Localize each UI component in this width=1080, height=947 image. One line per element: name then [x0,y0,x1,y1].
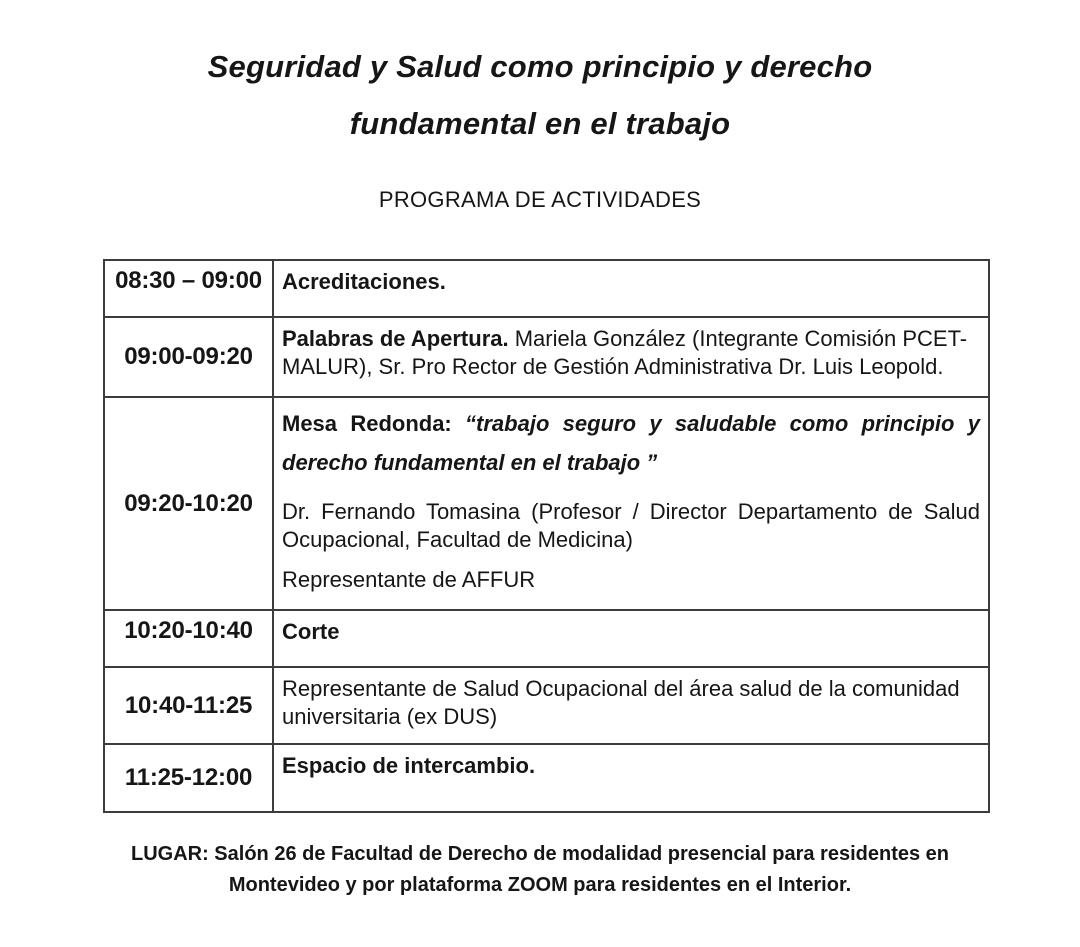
activity-cell [273,744,989,812]
activity-cell [273,317,989,397]
time-cell: 10:40-11:25 [104,667,273,744]
activity-cell [273,397,989,610]
time-cell: 08:30 – 09:00 [104,260,273,317]
time-cell: 09:00-09:20 [104,317,273,397]
activity-text: Representante de Salud Ocupacional del área salud de la comunidad universitaria (ex DUS) [282,676,960,730]
activity-text [282,325,980,381]
program-subtitle: PROGRAMA DE ACTIVIDADES [378,186,702,212]
representative-text: Representante de AFFUR [282,567,536,593]
title-line-2: fundamental en el trabajo [349,106,731,142]
document-title [0,38,1080,153]
activity-lead: Palabras de Apertura. [282,326,509,352]
time-cell: 11:25-12:00 [104,744,273,812]
activity-text: Corte [282,619,340,645]
activity-text: Acreditaciones. [282,269,446,295]
table-row-opening-words [104,317,989,397]
program-document [0,38,1080,901]
table-row-accreditations [104,260,989,317]
table-row-exchange [104,744,989,812]
time-cell: 10:20-10:40 [104,610,273,667]
time-cell: 09:20-10:20 [104,397,273,610]
venue-line-1: LUGAR: Salón 26 de Facultad de Derecho de modalidad presencial para residentes en [130,843,950,866]
table-row-break [104,610,989,667]
activity-cell [273,610,989,667]
table-row-round-table [104,397,989,610]
speaker-text: Dr. Fernando Tomasina (Profesor / Director Departamento de Salud Ocupacional, Facultad de Medicina) [282,499,980,553]
activity-text: Espacio de intercambio. [282,753,536,779]
round-table-label: Mesa Redonda: [282,411,466,437]
activity-cell [273,260,989,317]
activity-cell [273,667,989,744]
activity-detail: Mariela González (Integrante Comisión PCET-MALUR), Sr. Pro Rector de Gestión Administrativa Dr. Luis Leopold. [282,326,968,380]
title-line-1: Seguridad y Salud como principio y derecho [207,49,873,84]
table-row-health-representative [104,667,989,744]
round-table-title [282,405,980,482]
schedule-table [103,259,990,813]
venue-note [0,839,1080,901]
venue-line-2: Montevideo y por plataforma ZOOM para residentes en el Interior. [228,874,852,897]
round-table-quote: “trabajo seguro y saludable como principio y derecho fundamental en el trabajo ” [282,411,980,475]
